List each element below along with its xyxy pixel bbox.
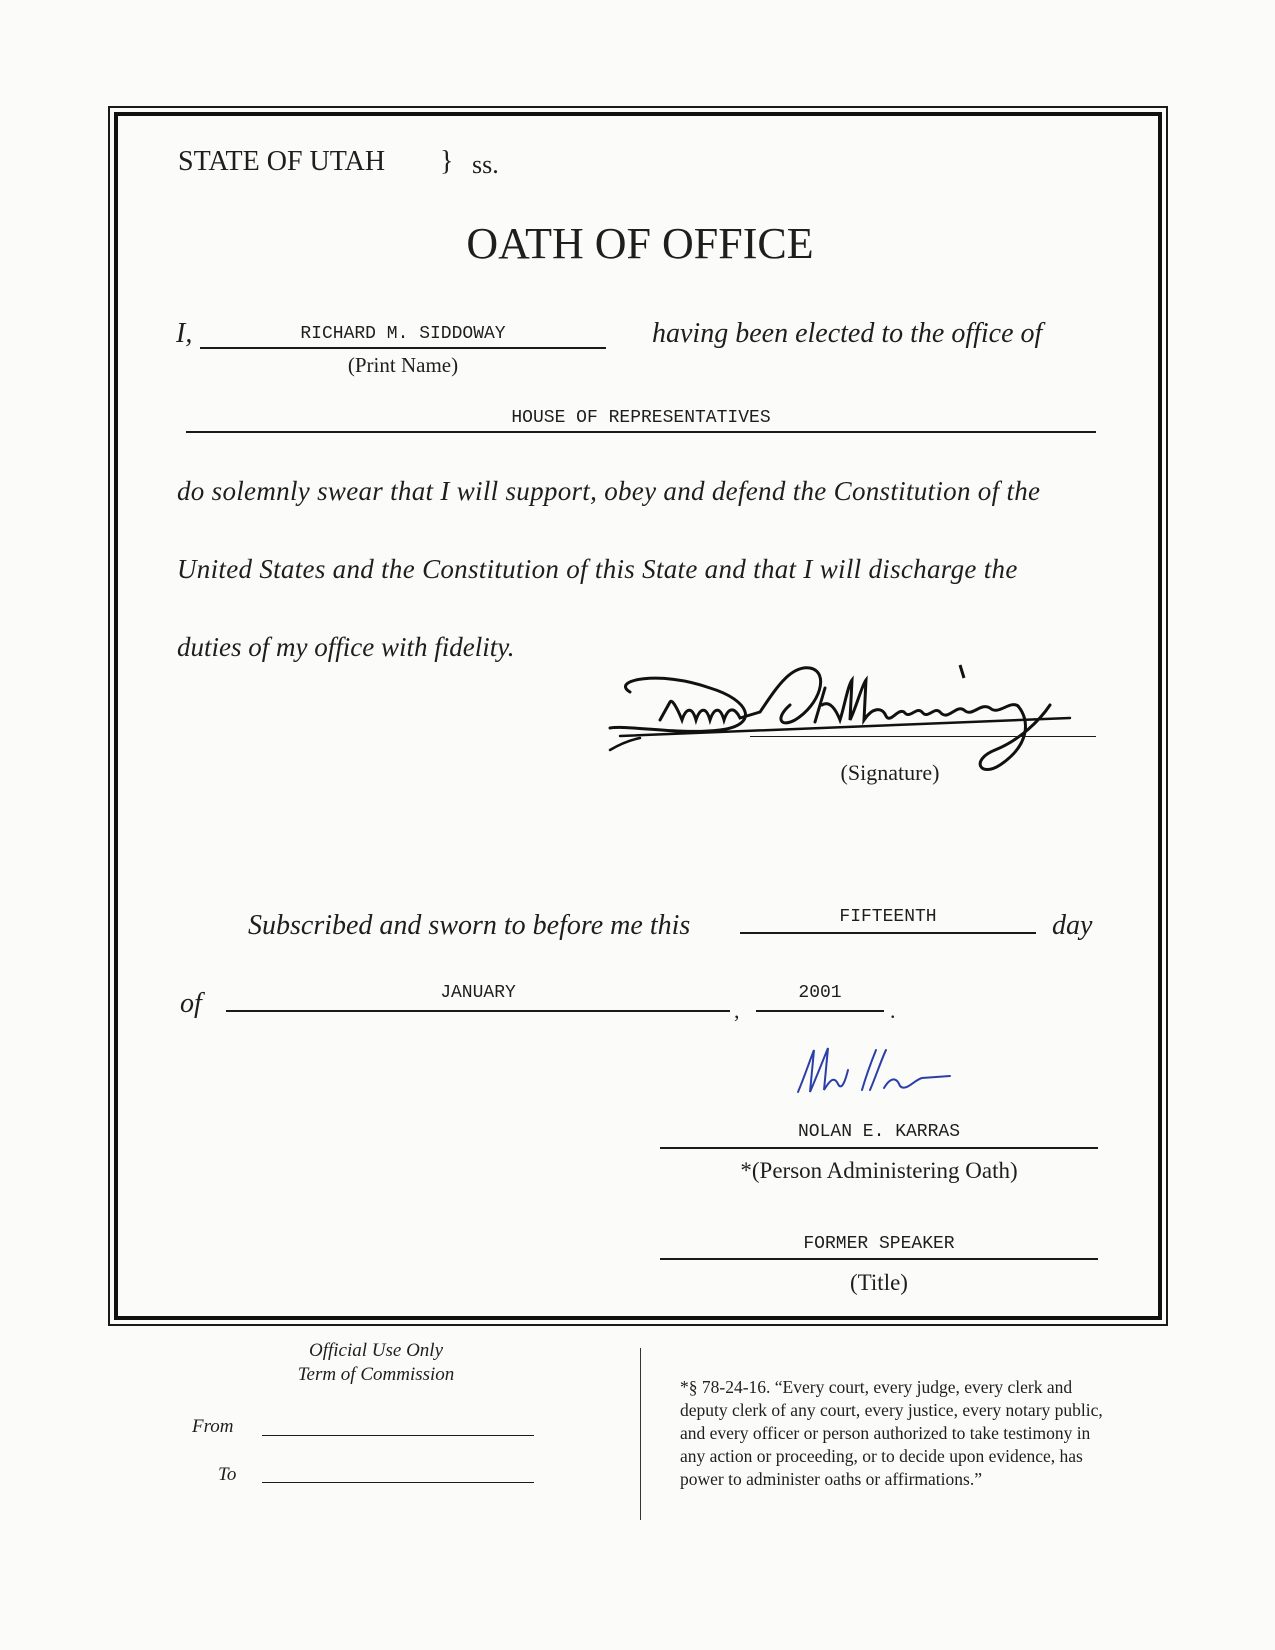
from-line[interactable] (262, 1435, 534, 1436)
year-value: 2001 (798, 983, 842, 1003)
print-name-value: RICHARD M. SIDDOWAY (300, 324, 506, 344)
print-name-caption: (Print Name) (347, 353, 459, 377)
period-glyph: . (890, 998, 896, 1023)
footer-divider (640, 1348, 641, 1520)
to-label: To (218, 1464, 237, 1485)
of-label: of (180, 988, 202, 1019)
administrator-caption: *(Person Administering Oath) (740, 1158, 1018, 1183)
official-use-label: Official Use Only (308, 1340, 444, 1361)
statute-block (680, 1376, 1103, 1491)
brace-glyph: } (440, 146, 454, 177)
statute-line: and every officer or person authorized to take testimony in (680, 1423, 1091, 1443)
administrator-name: NOLAN E. KARRAS (797, 1122, 961, 1142)
office-line (186, 431, 1096, 433)
oath-line-1: do solemnly swear that I will support, obey and defend the Constitution of the (177, 476, 1041, 506)
oath-line-2: United States and the Constitution of this State and that I will discharge the (177, 554, 1018, 584)
statute-line: any action or proceeding, or to decide upon evidence, has (680, 1446, 1083, 1466)
month-line (226, 1010, 730, 1012)
administrator-title-value: FORMER SPEAKER (803, 1234, 955, 1254)
state-heading: STATE OF UTAH (178, 146, 386, 177)
comma-glyph: , (734, 998, 740, 1023)
administrator-title-caption: (Title) (850, 1270, 908, 1295)
oath-line-3: duties of my office with fidelity. (177, 632, 515, 662)
day-suffix: day (1052, 910, 1093, 941)
signature-caption: (Signature) (840, 760, 940, 785)
sworn-prefix: Subscribed and sworn to before me this (248, 910, 691, 941)
print-name-line (200, 347, 606, 349)
i-prefix: I, (176, 318, 193, 349)
administrator-signature (790, 1040, 970, 1100)
year-line (756, 1010, 884, 1012)
from-label: From (192, 1416, 234, 1437)
page-title: OATH OF OFFICE (466, 219, 814, 268)
day-value: FIFTEENTH (839, 907, 937, 927)
administrator-title-line (660, 1258, 1098, 1260)
statute-line: *§ 78-24-16. “Every court, every judge, every clerk and (680, 1377, 1073, 1397)
statute-line: deputy clerk of any court, every justice, every notary public, (680, 1400, 1103, 1420)
day-line (740, 932, 1036, 934)
signature-line (750, 736, 1096, 737)
administrator-line (660, 1147, 1098, 1149)
term-of-commission-label: Term of Commission (297, 1364, 455, 1385)
elected-text: having been elected to the office of (652, 318, 1043, 349)
statute-line: power to administer oaths or affirmations.” (680, 1469, 982, 1489)
office-value: HOUSE OF REPRESENTATIVES (511, 408, 771, 428)
to-line[interactable] (262, 1482, 534, 1483)
ss-label: ss. (472, 150, 499, 179)
month-value: JANUARY (440, 983, 516, 1003)
